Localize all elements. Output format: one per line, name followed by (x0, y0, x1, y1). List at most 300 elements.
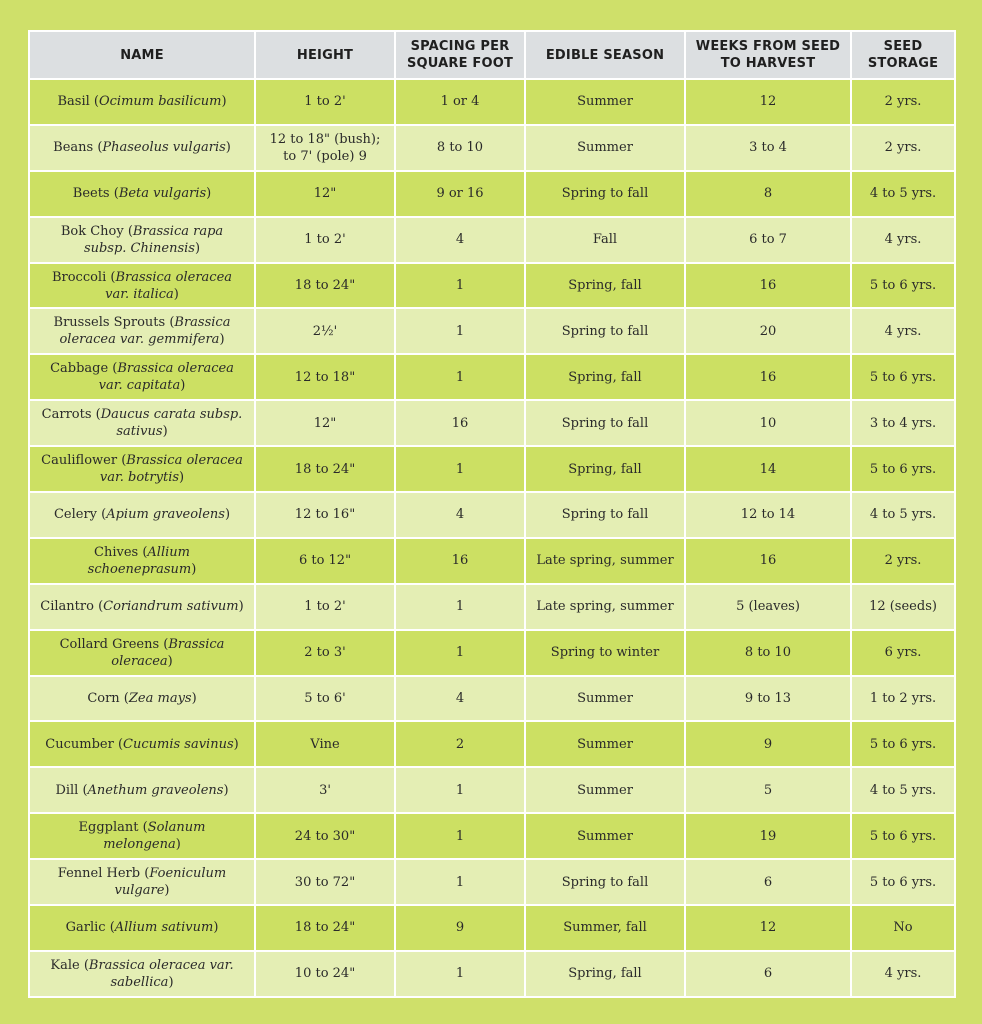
height-cell (255, 354, 395, 400)
name-close-paren: ) (194, 240, 201, 256)
storage-cell (851, 446, 955, 492)
height-cell (255, 905, 395, 951)
weeks-value: 5 (leaves) (736, 599, 800, 615)
season-cell (525, 446, 685, 492)
storage-value: 4 yrs. (884, 323, 922, 339)
weeks-value: 16 (759, 553, 777, 569)
height-cell (255, 767, 395, 813)
spacing-value: 1 (455, 874, 465, 890)
storage-value: 4 yrs. (884, 232, 922, 248)
weeks-cell (685, 125, 851, 171)
spacing-cell (395, 217, 525, 263)
weeks-value: 16 (759, 278, 777, 293)
spacing-cell (395, 767, 525, 813)
weeks-cell (685, 584, 851, 630)
height-cell (255, 400, 395, 446)
spacing-value: 8 to 10 (436, 140, 484, 156)
header-storage-line1: SEED (883, 39, 923, 54)
name-close-paren: ) (175, 837, 181, 853)
header-weeks (685, 31, 851, 79)
name-cell (29, 721, 255, 767)
planting-table (28, 30, 956, 998)
storage-cell (851, 813, 955, 859)
name-close-paren: ) (224, 507, 231, 523)
spacing-value: 16 (451, 415, 469, 431)
common-name: Cabbage ( (50, 361, 118, 377)
height-cell (255, 171, 395, 217)
spacing-value: 2 (455, 736, 465, 752)
header-name (29, 31, 255, 79)
header-height (255, 31, 395, 79)
scientific-name: Brassica oleracea (111, 636, 225, 669)
table-row (29, 951, 955, 997)
season-value: Fall (592, 232, 618, 248)
weeks-value: 5 (763, 782, 773, 798)
season-value: Summer (577, 736, 633, 752)
storage-cell (851, 767, 955, 813)
spacing-value: 1 or 4 (440, 94, 480, 110)
spacing-value: 4 (455, 691, 465, 707)
scientific-name: Solanum melongena (103, 820, 206, 853)
weeks-cell (685, 630, 851, 676)
storage-cell (851, 538, 955, 584)
table-row (29, 217, 955, 263)
table-row (29, 263, 955, 309)
height-value: 12" (313, 415, 337, 431)
common-name: Brussels Sprouts ( (53, 315, 175, 331)
weeks-cell (685, 308, 851, 354)
header-weeks-line2: TO HARVEST (720, 56, 816, 71)
spacing-cell (395, 538, 525, 584)
height-value: 18 to 24" (294, 461, 356, 477)
weeks-value: 10 (759, 415, 777, 431)
weeks-value: 6 to 7 (749, 232, 787, 248)
header-spacing-line2: SQUARE FOOT (406, 56, 514, 71)
season-cell (525, 263, 685, 309)
height-cell (255, 630, 395, 676)
storage-value: 3 to 4 yrs. (869, 415, 937, 431)
storage-cell (851, 951, 955, 997)
weeks-value: 20 (759, 323, 777, 339)
storage-value: 6 yrs. (884, 645, 922, 661)
spacing-cell (395, 492, 525, 538)
season-value: Spring to fall (561, 874, 649, 890)
weeks-value: 9 to 13 (744, 691, 792, 707)
spacing-value: 1 (455, 966, 465, 982)
height-cell (255, 308, 395, 354)
scientific-name: Zea mays (128, 691, 192, 707)
scientific-name: Brassica rapa subsp. Chinensis (83, 223, 224, 256)
scientific-name: Anethum graveolens (87, 782, 224, 798)
season-value: Summer (577, 691, 633, 707)
name-close-paren: ) (238, 599, 244, 615)
name-cell (29, 630, 255, 676)
spacing-cell (395, 676, 525, 722)
storage-value: 5 to 6 yrs. (869, 369, 937, 385)
spacing-cell (395, 951, 525, 997)
header-season (525, 31, 685, 79)
spacing-value: 1 (455, 828, 465, 844)
height-value: 12 to 16" (294, 507, 356, 523)
storage-cell (851, 171, 955, 217)
weeks-cell (685, 354, 851, 400)
storage-value: 2 yrs. (884, 140, 922, 156)
scientific-name: Phaseolus vulgaris (102, 140, 226, 156)
name-cell (29, 400, 255, 446)
table-row (29, 905, 955, 951)
storage-cell (851, 492, 955, 538)
table-body (29, 79, 955, 997)
season-cell (525, 538, 685, 584)
common-name: Carrots ( (41, 407, 101, 423)
storage-cell (851, 721, 955, 767)
name-cell (29, 584, 255, 630)
storage-cell (851, 676, 955, 722)
height-value: Vine (310, 736, 340, 752)
season-value: Spring to fall (561, 323, 649, 339)
common-name: Fennel Herb ( (57, 866, 150, 882)
weeks-cell (685, 79, 851, 125)
season-cell (525, 813, 685, 859)
height-cell (255, 263, 395, 309)
spacing-value: 1 (455, 782, 465, 798)
weeks-value: 12 (759, 920, 777, 936)
weeks-value: 12 to 14 (740, 507, 796, 523)
weeks-value: 14 (759, 461, 777, 477)
height-cell (255, 951, 395, 997)
spacing-cell (395, 859, 525, 905)
spacing-value: 1 (455, 461, 465, 477)
weeks-cell (685, 767, 851, 813)
name-cell (29, 79, 255, 125)
common-name: Corn ( (87, 691, 129, 707)
season-cell (525, 630, 685, 676)
name-close-paren: ) (223, 782, 229, 798)
height-cell (255, 492, 395, 538)
common-name: Garlic ( (65, 920, 115, 936)
name-cell (29, 859, 255, 905)
storage-value: 5 to 6 yrs. (869, 874, 937, 890)
season-cell (525, 859, 685, 905)
common-name: Broccoli ( (51, 269, 116, 285)
table-row (29, 354, 955, 400)
name-close-paren: ) (225, 140, 231, 156)
storage-cell (851, 859, 955, 905)
weeks-value: 16 (759, 369, 777, 385)
height-cell (255, 79, 395, 125)
table-row (29, 79, 955, 125)
height-value: 6 to 12" (298, 553, 352, 569)
weeks-cell (685, 859, 851, 905)
scientific-name: Brassica oleracea var. botrytis (99, 453, 243, 486)
table-row (29, 171, 955, 217)
height-value: 1 to 2' (304, 232, 346, 248)
weeks-value: 12 (759, 94, 777, 110)
name-cell (29, 308, 255, 354)
season-value: Spring, fall (568, 369, 642, 385)
height-value: 10 to 24" (294, 966, 356, 982)
table-row (29, 813, 955, 859)
scientific-name: Allium schoeneprasum (87, 544, 192, 577)
spacing-value: 9 or 16 (436, 186, 484, 202)
storage-cell (851, 79, 955, 125)
spacing-cell (395, 630, 525, 676)
scientific-name: Daucus carata subsp. sativus (100, 407, 243, 440)
table-row (29, 492, 955, 538)
height-cell (255, 217, 395, 263)
scientific-name: Beta vulgaris (118, 186, 207, 202)
scientific-name: Brassica oleracea var. italica (105, 269, 233, 302)
storage-value: 4 to 5 yrs. (869, 782, 937, 798)
header-name-label: NAME (120, 47, 164, 63)
storage-value: 5 to 6 yrs. (869, 736, 937, 752)
height-cell (255, 584, 395, 630)
table-row (29, 125, 955, 171)
season-cell (525, 217, 685, 263)
weeks-cell (685, 538, 851, 584)
common-name: Basil ( (57, 94, 99, 110)
header-weeks-line1: WEEKS FROM SEED (695, 39, 841, 54)
weeks-cell (685, 721, 851, 767)
season-cell (525, 767, 685, 813)
storage-cell (851, 584, 955, 630)
spacing-cell (395, 584, 525, 630)
season-cell (525, 676, 685, 722)
name-cell (29, 171, 255, 217)
weeks-cell (685, 492, 851, 538)
spacing-value: 1 (455, 369, 465, 385)
common-name: Dill ( (55, 782, 88, 798)
height-cell (255, 676, 395, 722)
common-name: Beans ( (53, 140, 103, 156)
storage-cell (851, 630, 955, 676)
weeks-cell (685, 400, 851, 446)
season-value: Spring, fall (568, 278, 642, 293)
season-value: Late spring, summer (536, 553, 674, 569)
height-value: 1 to 2' (304, 94, 346, 110)
name-cell (29, 676, 255, 722)
season-value: Summer (577, 94, 633, 110)
common-name: Kale ( (50, 957, 89, 973)
weeks-cell (685, 951, 851, 997)
storage-cell (851, 354, 955, 400)
spacing-cell (395, 400, 525, 446)
height-value: 12" (313, 186, 337, 202)
scientific-name: Brassica oleracea var. sabellica (88, 957, 234, 990)
season-value: Late spring, summer (536, 599, 674, 615)
common-name: Eggplant ( (78, 820, 148, 836)
season-cell (525, 400, 685, 446)
spacing-value: 4 (455, 507, 465, 523)
weeks-cell (685, 676, 851, 722)
scientific-name: Foeniculum vulgare (114, 866, 227, 899)
height-value: 3' (319, 782, 331, 798)
season-value: Summer (577, 782, 633, 798)
season-value: Summer, fall (563, 920, 647, 936)
height-value: 5 to 6' (304, 691, 346, 707)
spacing-value: 4 (455, 232, 465, 248)
name-close-paren: ) (219, 332, 225, 348)
scientific-name: Brassica oleracea var. capitata (98, 361, 234, 394)
table-row (29, 630, 955, 676)
common-name: Cucumber ( (45, 736, 124, 752)
spacing-cell (395, 354, 525, 400)
spacing-value: 1 (455, 278, 465, 293)
season-cell (525, 125, 685, 171)
storage-value: 5 to 6 yrs. (869, 461, 937, 477)
table-row (29, 721, 955, 767)
name-close-paren: ) (162, 424, 168, 440)
spacing-cell (395, 308, 525, 354)
weeks-cell (685, 905, 851, 951)
storage-value: 4 to 5 yrs. (869, 507, 937, 523)
common-name: Beets ( (72, 186, 119, 202)
name-cell (29, 492, 255, 538)
table-row (29, 400, 955, 446)
height-value: 2½' (312, 323, 338, 339)
storage-value: No (893, 920, 913, 936)
season-value: Spring to winter (550, 645, 660, 661)
name-cell (29, 446, 255, 492)
name-close-paren: ) (167, 653, 173, 669)
header-storage-line2: STORAGE (867, 56, 939, 71)
height-value: 12 to 18" (294, 369, 356, 385)
table-row (29, 676, 955, 722)
storage-value: 1 to 2 yrs. (869, 691, 937, 707)
storage-value: 2 yrs. (884, 94, 922, 110)
common-name: Celery ( (53, 507, 107, 523)
name-cell (29, 813, 255, 859)
name-close-paren: ) (206, 186, 212, 202)
season-cell (525, 584, 685, 630)
season-cell (525, 308, 685, 354)
height-value: 24 to 30" (294, 828, 356, 844)
name-close-paren: ) (233, 736, 239, 752)
header-row (29, 31, 955, 79)
name-cell (29, 263, 255, 309)
height-value: 18 to 24" (294, 920, 356, 936)
name-close-paren: ) (164, 883, 170, 899)
season-value: Spring to fall (561, 415, 649, 431)
spacing-value: 9 (455, 920, 465, 936)
storage-value: 2 yrs. (884, 553, 922, 569)
height-cell (255, 813, 395, 859)
common-name: Bok Choy ( (60, 223, 133, 239)
weeks-value: 6 (763, 874, 773, 890)
season-cell (525, 79, 685, 125)
weeks-cell (685, 217, 851, 263)
scientific-name: Ocimum basilicum (98, 94, 222, 110)
scientific-name: Brassica oleracea var. gemmifera (59, 315, 231, 348)
name-cell (29, 905, 255, 951)
storage-value: 5 to 6 yrs. (869, 278, 937, 293)
weeks-value: 3 to 4 (749, 140, 787, 156)
common-name: Cauliflower ( (41, 453, 127, 469)
spacing-cell (395, 813, 525, 859)
name-cell (29, 354, 255, 400)
table-row (29, 308, 955, 354)
weeks-value: 6 (763, 966, 773, 982)
name-close-paren: ) (173, 286, 179, 302)
common-name: Chives ( (94, 544, 148, 560)
spacing-cell (395, 905, 525, 951)
table-row (29, 584, 955, 630)
weeks-cell (685, 446, 851, 492)
season-cell (525, 951, 685, 997)
weeks-value: 9 (763, 736, 773, 752)
storage-value: 4 to 5 yrs. (869, 186, 937, 202)
season-value: Spring, fall (568, 461, 642, 477)
weeks-cell (685, 171, 851, 217)
season-value: Spring to fall (561, 507, 649, 523)
season-value: Spring to fall (561, 186, 649, 202)
spacing-value: 1 (455, 323, 465, 339)
scientific-name: Allium sativum (114, 920, 214, 936)
name-close-paren: ) (221, 94, 227, 110)
scientific-name: Apium graveolens (106, 507, 225, 523)
header-spacing-line1: SPACING PER (410, 39, 510, 54)
season-cell (525, 721, 685, 767)
name-close-paren: ) (179, 470, 185, 486)
common-name: Collard Greens ( (59, 636, 169, 652)
season-cell (525, 492, 685, 538)
storage-cell (851, 308, 955, 354)
season-cell (525, 171, 685, 217)
storage-cell (851, 217, 955, 263)
table-row (29, 538, 955, 584)
name-cell (29, 767, 255, 813)
height-cell (255, 538, 395, 584)
table-row (29, 446, 955, 492)
spacing-cell (395, 79, 525, 125)
weeks-cell (685, 813, 851, 859)
table-row (29, 859, 955, 905)
spacing-cell (395, 721, 525, 767)
spacing-cell (395, 263, 525, 309)
header-storage (851, 31, 955, 79)
spacing-value: 1 (455, 599, 465, 615)
name-close-paren: ) (180, 378, 186, 394)
name-cell (29, 951, 255, 997)
storage-value: 4 yrs. (884, 966, 922, 982)
common-name: Cilantro ( (40, 599, 104, 615)
spacing-cell (395, 446, 525, 492)
height-value: 30 to 72" (294, 874, 356, 890)
weeks-value: 8 to 10 (744, 645, 792, 661)
header-season-label: EDIBLE SEASON (545, 47, 665, 63)
season-cell (525, 354, 685, 400)
scientific-name: Coriandrum sativum (103, 599, 239, 615)
season-cell (525, 905, 685, 951)
header-spacing (395, 31, 525, 79)
name-close-paren: ) (191, 691, 197, 707)
table-row (29, 767, 955, 813)
height-value: 18 to 24" (294, 278, 356, 293)
weeks-value: 19 (759, 828, 777, 844)
spacing-value: 16 (451, 553, 469, 569)
height-cell (255, 721, 395, 767)
height-value: 12 to 18" (bush); to 7' (pole) 9 (269, 131, 381, 164)
spacing-cell (395, 125, 525, 171)
storage-cell (851, 125, 955, 171)
storage-cell (851, 905, 955, 951)
storage-cell (851, 263, 955, 309)
season-value: Spring, fall (568, 966, 642, 982)
storage-cell (851, 400, 955, 446)
name-close-paren: ) (213, 920, 219, 936)
spacing-value: 1 (455, 645, 465, 661)
season-value: Summer (577, 828, 633, 844)
